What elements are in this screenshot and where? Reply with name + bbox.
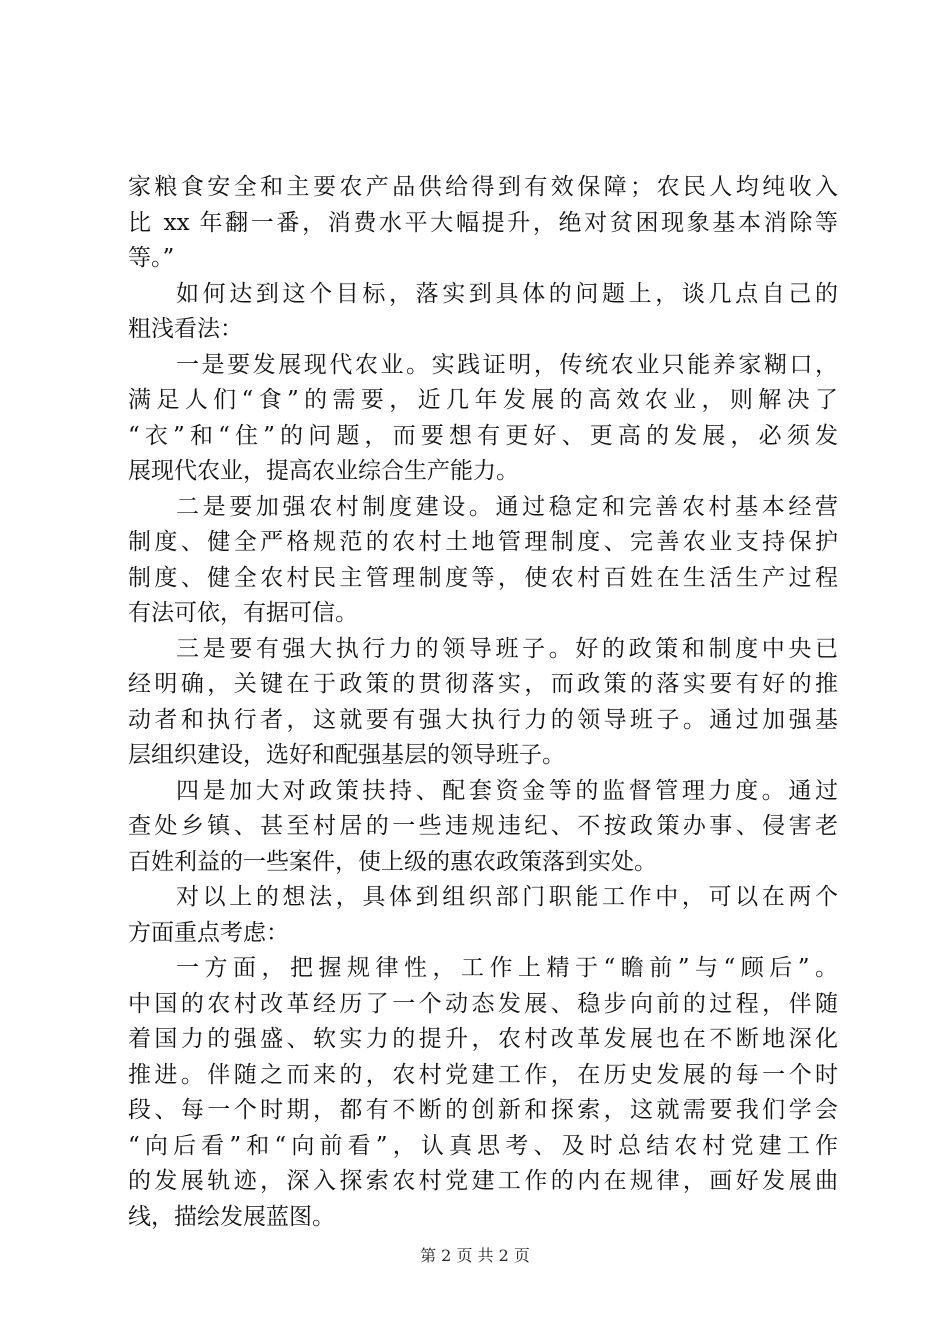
text-line: 经明确，关键在于政策的贯彻落实，而政策的落实要有好的推	[128, 671, 838, 697]
text-line: 方面重点考虑：	[128, 919, 289, 946]
text-line: 查处乡镇、甚至村居的一些违规违纪、不按政策办事、侵害老	[128, 813, 838, 839]
text-line: 的发展轨迹，深入探索农村党建工作的内在规律，画好发展曲	[128, 1168, 838, 1194]
text-line: 动者和执行者，这就要有强大执行力的领导班子。通过加强基	[128, 706, 838, 733]
text-line: 段、每一个时期，都有不断的创新和探索，这就需要我们学会	[128, 1097, 838, 1123]
text-line: 层组织建设，选好和配强基层的领导班子。	[128, 742, 565, 768]
text-line: 着国力的强盛、软实力的提升，农村改革发展也在不断地深化	[128, 1026, 838, 1052]
text-line: 制度、健全农村民主管理制度等，使农村百姓在生活生产过程	[128, 564, 838, 591]
text-line: 粗浅看法：	[128, 316, 243, 342]
text-line: 制度、健全严格规范的农村土地管理制度、完善农业支持保护	[128, 529, 838, 555]
document-body	[128, 170, 838, 1235]
text-line: 展现代农业，提高农业综合生产能力。	[128, 458, 519, 484]
text-line: 如何达到这个目标，落实到具体的问题上，谈几点自己的	[176, 280, 838, 307]
text-line: 推进。伴随之而来的，农村党建工作，在历史发展的每一个时	[128, 1061, 838, 1088]
text-line: 四是加大对政策扶持、配套资金等的监督管理力度。通过	[176, 777, 838, 804]
text-line: 有法可依，有据可信。	[128, 600, 358, 626]
text-line: 家粮食安全和主要农产品供给得到有效保障；农民人均纯收入	[128, 174, 838, 200]
text-line: 一是要发展现代农业。实践证明，传统农业只能养家糊口，	[176, 351, 838, 378]
text-line: 二是要加强农村制度建设。通过稳定和完善农村基本经营	[176, 493, 838, 520]
page-footer: 第 2 页 共 2 页	[420, 1246, 530, 1265]
text-line: 线，描绘发展蓝图。	[128, 1203, 335, 1230]
text-line: 比 xx 年翻一番，消费水平大幅提升，绝对贫困现象基本消除等	[128, 209, 838, 236]
text-line: 等。”	[128, 245, 175, 271]
text-line: “衣”和“住”的问题，而要想有更好、更高的发展，必须发	[128, 422, 838, 449]
text-line: 一方面，把握规律性，工作上精于“瞻前”与“顾后”。	[176, 955, 838, 981]
text-line: 满足人们“食”的需要，近几年发展的高效农业，则解决了	[128, 387, 838, 413]
text-line: 百姓利益的一些案件，使上级的惠农政策落到实处。	[128, 848, 657, 875]
text-line: 对以上的想法，具体到组织部门职能工作中，可以在两个	[176, 884, 838, 910]
text-line: 中国的农村改革经历了一个动态发展、稳步向前的过程，伴随	[128, 990, 838, 1017]
text-line: 三是要有强大执行力的领导班子。好的政策和制度中央已	[176, 635, 838, 662]
text-line: “向后看”和“向前看”，认真思考、及时总结农村党建工作	[128, 1132, 838, 1159]
